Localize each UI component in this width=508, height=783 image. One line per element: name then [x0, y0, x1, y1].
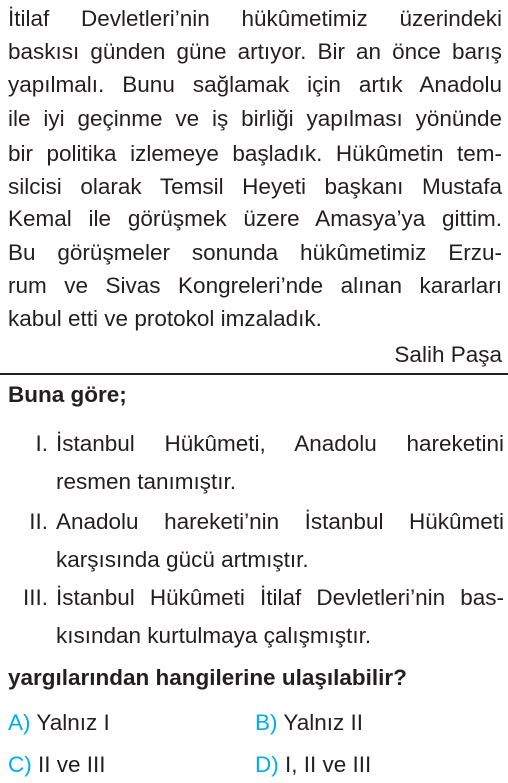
- statement-numeral: III.: [22, 585, 48, 610]
- statement-numeral: II.: [29, 509, 48, 534]
- passage-box: [0, 0, 508, 375]
- option-text: II ve III: [38, 752, 106, 777]
- statement-line: İstanbul Hükûmeti, Anadolu hareketini: [56, 431, 504, 456]
- statement-numeral: I.: [35, 431, 48, 456]
- passage-line: İtilaf Devletleri’nin hükûmetimiz üzerindeki: [8, 6, 502, 31]
- passage-line: silcisi olarak Temsil Heyeti başkanı Mustafa: [8, 174, 502, 199]
- passage-line: rum ve Sivas Kongreleri’nde alınan kararları: [8, 273, 502, 298]
- option-d[interactable]: [255, 750, 371, 780]
- passage-line: yapılmalı. Bunu sağlamak için artık Anadolu: [8, 72, 502, 97]
- option-c[interactable]: [8, 750, 106, 780]
- option-text: I, II ve III: [285, 752, 372, 777]
- statement-line: Anadolu hareketi’nin İstanbul Hükûmeti: [56, 509, 504, 534]
- passage-line: Bu görüşmeler sonunda hükûmetimiz Erzu-: [8, 240, 502, 265]
- passage-line: kabul etti ve protokol imzaladık.: [8, 306, 322, 331]
- option-a[interactable]: [8, 708, 110, 738]
- option-text: Yalnız I: [36, 710, 110, 735]
- option-letter: D): [255, 752, 279, 777]
- option-letter: B): [255, 710, 278, 735]
- option-letter: A): [8, 710, 31, 735]
- passage-line: ile iyi geçinme ve iş birliği yapılması yönünde: [8, 106, 502, 131]
- passage-line: baskısı günden güne artıyor. Bir an önce barış: [8, 39, 502, 64]
- statement-line: karşısında gücü artmıştır.: [56, 547, 309, 572]
- passage-line: bir politika izlemeye başladık. Hükûmetin tem-: [8, 141, 502, 166]
- passage-line: Kemal ile görüşmek üzere Amasya’ya gittim.: [8, 206, 502, 231]
- passage-attribution: Salih Paşa: [394, 342, 502, 367]
- statement-line: resmen tanımıştır.: [56, 469, 237, 494]
- question-prompt: yargılarından hangilerine ulaşılabilir?: [8, 665, 407, 690]
- option-text: Yalnız II: [283, 710, 363, 735]
- option-letter: C): [8, 752, 32, 777]
- statement-line: İstanbul Hükûmeti İtilaf Devletleri’nin bas-: [56, 585, 504, 610]
- statement-line: kısından kurtulmaya çalışmıştır.: [56, 623, 372, 648]
- option-b[interactable]: [255, 708, 363, 738]
- question-intro: Buna göre;: [8, 382, 127, 407]
